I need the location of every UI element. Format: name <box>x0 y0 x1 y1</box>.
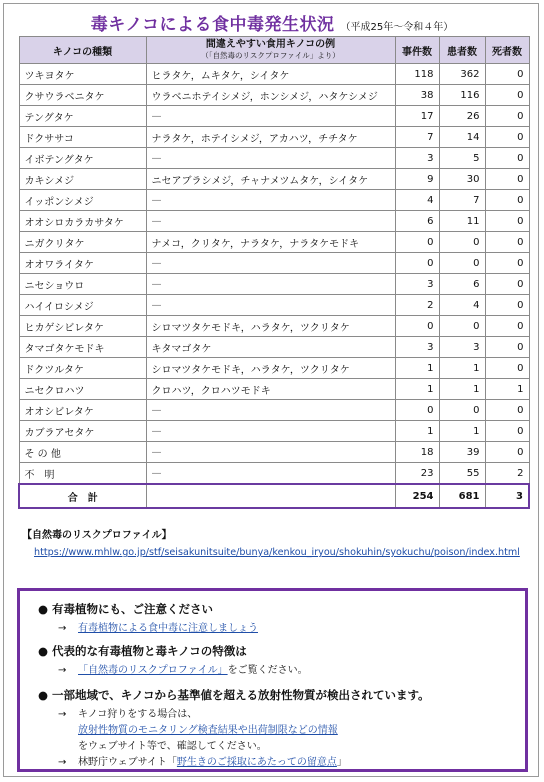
cell-cases: 118 <box>395 64 439 85</box>
cell-mushroom-name: テングタケ <box>19 106 146 127</box>
table-row <box>19 127 529 148</box>
cell-mushroom-name: ニセショウロ <box>19 274 146 295</box>
cell-deaths: 0 <box>485 169 529 190</box>
table-row <box>19 379 529 400</box>
cell-mushroom-name: ヒカゲシビレタケ <box>19 316 146 337</box>
cell-patients: 1 <box>439 421 485 442</box>
table-row <box>19 106 529 127</box>
notice-sub-1 <box>58 619 258 634</box>
notice-sub-3c <box>78 737 267 752</box>
table-row <box>19 232 529 253</box>
cell-cases: 4 <box>395 190 439 211</box>
cell-mushroom-name: ニガクリタケ <box>19 232 146 253</box>
notice-bullet-3 <box>38 687 430 703</box>
table-row <box>19 400 529 421</box>
col-header-name: キノコの種類 <box>19 37 146 64</box>
arrow-icon: → <box>58 757 67 768</box>
table-row <box>19 358 529 379</box>
table-row <box>19 337 529 358</box>
cell-deaths: 0 <box>485 421 529 442</box>
notice-box <box>17 588 528 772</box>
wild-mushroom-precautions-link[interactable]: 野生きのご採取にあたっての留意点 <box>176 757 337 768</box>
cell-mushroom-name: カブラアセタケ <box>19 421 146 442</box>
arrow-icon: → <box>58 623 67 634</box>
cell-mistaken-species: — <box>146 253 395 274</box>
cell-mistaken-species: — <box>146 106 395 127</box>
cell-mushroom-name: クサウラベニタケ <box>19 85 146 106</box>
cell-deaths: 0 <box>485 190 529 211</box>
table-row <box>19 463 529 485</box>
cell-deaths: 0 <box>485 85 529 106</box>
table-row <box>19 274 529 295</box>
cell-cases: 9 <box>395 169 439 190</box>
cell-deaths: 0 <box>485 274 529 295</box>
cell-cases: 3 <box>395 337 439 358</box>
cell-deaths: 2 <box>485 463 529 485</box>
cell-deaths: 0 <box>485 316 529 337</box>
cell-patients: 14 <box>439 127 485 148</box>
total-patients: 681 <box>439 484 485 508</box>
notice-sub-3b <box>78 721 338 736</box>
total-empty <box>146 484 395 508</box>
cell-mushroom-name: ニセクロハツ <box>19 379 146 400</box>
bullet-dot-icon: ● <box>38 644 49 658</box>
cell-cases: 3 <box>395 148 439 169</box>
cell-mushroom-name: イボテングタケ <box>19 148 146 169</box>
cell-cases: 2 <box>395 295 439 316</box>
radiation-monitoring-link[interactable]: 放射性物質のモニタリング検査結果や出荷制限などの情報 <box>78 725 338 736</box>
table-row <box>19 148 529 169</box>
cell-patients: 7 <box>439 190 485 211</box>
cell-mushroom-name: イッポンシメジ <box>19 190 146 211</box>
cell-cases: 18 <box>395 442 439 463</box>
cell-deaths: 0 <box>485 64 529 85</box>
cell-cases: 1 <box>395 379 439 400</box>
cell-patients: 55 <box>439 463 485 485</box>
cell-deaths: 0 <box>485 337 529 358</box>
col-header-patients: 患者数 <box>439 37 485 64</box>
cell-patients: 0 <box>439 232 485 253</box>
total-label: 合 計 <box>19 484 146 508</box>
forestry-agency-suffix: 」 <box>336 757 347 768</box>
cell-cases: 0 <box>395 232 439 253</box>
risk-profile-link[interactable]: 「自然毒のリスクプロファイル」 <box>78 665 228 676</box>
cell-mushroom-name: ドクササコ <box>19 127 146 148</box>
cell-patients: 6 <box>439 274 485 295</box>
cell-patients: 0 <box>439 316 485 337</box>
cell-patients: 26 <box>439 106 485 127</box>
cell-deaths: 0 <box>485 106 529 127</box>
cell-deaths: 0 <box>485 127 529 148</box>
forestry-agency-prefix: 林野庁ウェブサイト「 <box>78 757 177 768</box>
cell-cases: 1 <box>395 421 439 442</box>
cell-patients: 11 <box>439 211 485 232</box>
cell-mistaken-species: キタマゴタケ <box>146 337 395 358</box>
cell-patients: 1 <box>439 379 485 400</box>
cell-patients: 1 <box>439 358 485 379</box>
notice-sub-3c-text: をウェブサイト等で、確認してください。 <box>78 741 267 752</box>
table-row <box>19 190 529 211</box>
col-header-cases: 事件数 <box>395 37 439 64</box>
cell-mushroom-name: 不 明 <box>19 463 146 485</box>
col-header-deaths: 死者数 <box>485 37 529 64</box>
cell-deaths: 0 <box>485 211 529 232</box>
notice-sub-2-tail: をご覧ください。 <box>227 665 308 676</box>
cell-cases: 17 <box>395 106 439 127</box>
cell-cases: 0 <box>395 316 439 337</box>
notice-sub-3d <box>58 753 347 768</box>
reference-title: 【自然毒のリスクプロファイル】 <box>22 530 172 541</box>
cell-cases: 6 <box>395 211 439 232</box>
page-title: 毒キノコによる食中毒発生状況 <box>90 15 335 35</box>
cell-patients: 116 <box>439 85 485 106</box>
cell-mistaken-species: シロマツタケモドキ，ハラタケ，ツクリタケ <box>146 358 395 379</box>
table-row <box>19 442 529 463</box>
table-row <box>19 421 529 442</box>
table-row <box>19 316 529 337</box>
cell-mistaken-species: — <box>146 442 395 463</box>
notice-bullet-2 <box>38 643 247 659</box>
table-row <box>19 295 529 316</box>
table-header-row <box>19 37 529 64</box>
cell-cases: 1 <box>395 358 439 379</box>
arrow-icon: → <box>58 665 67 676</box>
cell-mushroom-name: ツキヨタケ <box>19 64 146 85</box>
cell-mistaken-species: ウラベニホテイシメジ，ホンシメジ，ハタケシメジ <box>146 85 395 106</box>
cell-mushroom-name: カキシメジ <box>19 169 146 190</box>
cell-mushroom-name: ハイイロシメジ <box>19 295 146 316</box>
cell-deaths: 0 <box>485 295 529 316</box>
arrow-icon: → <box>58 709 67 720</box>
cell-cases: 0 <box>395 253 439 274</box>
cell-patients: 30 <box>439 169 485 190</box>
total-row <box>19 484 529 508</box>
bullet-dot-icon: ● <box>38 688 49 702</box>
cell-mistaken-species: — <box>146 274 395 295</box>
cell-patients: 4 <box>439 295 485 316</box>
table-row <box>19 211 529 232</box>
poisoning-table <box>18 36 530 509</box>
table-row <box>19 64 529 85</box>
notice-sub-2 <box>58 661 308 676</box>
cell-mushroom-name: オオシロカラカサタケ <box>19 211 146 232</box>
cell-mistaken-species: — <box>146 400 395 421</box>
bullet-dot-icon: ● <box>38 602 49 616</box>
cell-deaths: 0 <box>485 442 529 463</box>
title-row <box>0 10 544 35</box>
cell-mushroom-name: オオシビレタケ <box>19 400 146 421</box>
page-subtitle: （平成25年〜令和４年） <box>340 22 454 33</box>
reference-url-link[interactable]: https://www.mhlw.go.jp/stf/seisakunitsuite/bunya/kenkou_iryou/shokuhin/syokuchu/poison/index.html <box>34 547 520 558</box>
table-row <box>19 85 529 106</box>
cell-patients: 362 <box>439 64 485 85</box>
cell-cases: 0 <box>395 400 439 421</box>
cell-mushroom-name: ドクツルタケ <box>19 358 146 379</box>
cell-mistaken-species: — <box>146 211 395 232</box>
notice-bullet-2-text: 代表的な有毒植物と毒キノコの特徴は <box>52 644 247 658</box>
cell-mushroom-name: タマゴタケモドキ <box>19 337 146 358</box>
cell-mistaken-species: — <box>146 295 395 316</box>
reference-section <box>22 526 522 560</box>
cell-patients: 5 <box>439 148 485 169</box>
cell-mushroom-name: そ の 他 <box>19 442 146 463</box>
cell-deaths: 0 <box>485 358 529 379</box>
col-header-mistaken <box>146 37 395 64</box>
cell-mistaken-species: — <box>146 421 395 442</box>
cell-mistaken-species: ナメコ，クリタケ，ナラタケ，ナラタケモドキ <box>146 232 395 253</box>
cell-mistaken-species: ヒラタケ，ムキタケ，シイタケ <box>146 64 395 85</box>
total-deaths: 3 <box>485 484 529 508</box>
cell-cases: 23 <box>395 463 439 485</box>
table-row <box>19 169 529 190</box>
cell-mushroom-name: オオワライタケ <box>19 253 146 274</box>
cell-mistaken-species: — <box>146 190 395 211</box>
cell-mistaken-species: シロマツタケモドキ，ハラタケ，ツクリタケ <box>146 316 395 337</box>
cell-deaths: 0 <box>485 148 529 169</box>
table-body <box>19 64 529 485</box>
col-header-mistaken-note: （「自然毒のリスクプロファイル」より） <box>201 51 340 60</box>
cell-cases: 38 <box>395 85 439 106</box>
cell-deaths: 0 <box>485 253 529 274</box>
cell-mistaken-species: ナラタケ，ホテイシメジ，アカハツ，チチタケ <box>146 127 395 148</box>
cell-deaths: 1 <box>485 379 529 400</box>
toxic-plants-link[interactable]: 有毒植物による食中毒に注意しましょう <box>78 623 258 634</box>
cell-patients: 0 <box>439 400 485 421</box>
notice-bullet-1 <box>38 601 213 617</box>
col-header-mistaken-label: 間違えやすい食用キノコの例 <box>205 39 336 50</box>
notice-sub-3a-text: キノコ狩りをする場合は、 <box>78 709 198 720</box>
cell-deaths: 0 <box>485 232 529 253</box>
cell-mistaken-species: — <box>146 463 395 485</box>
cell-patients: 3 <box>439 337 485 358</box>
cell-cases: 3 <box>395 274 439 295</box>
cell-cases: 7 <box>395 127 439 148</box>
cell-deaths: 0 <box>485 400 529 421</box>
cell-mistaken-species: ニセアブラシメジ，チャナメツムタケ，シイタケ <box>146 169 395 190</box>
cell-mistaken-species: クロハツ，クロハツモドキ <box>146 379 395 400</box>
total-cases: 254 <box>395 484 439 508</box>
cell-patients: 39 <box>439 442 485 463</box>
cell-patients: 0 <box>439 253 485 274</box>
cell-mistaken-species: — <box>146 148 395 169</box>
notice-bullet-1-text: 有毒植物にも、ご注意ください <box>52 602 213 616</box>
notice-bullet-3-text: 一部地域で、キノコから基準値を超える放射性物質が検出されています。 <box>52 688 430 702</box>
notice-sub-3a <box>58 705 197 720</box>
table-row <box>19 253 529 274</box>
